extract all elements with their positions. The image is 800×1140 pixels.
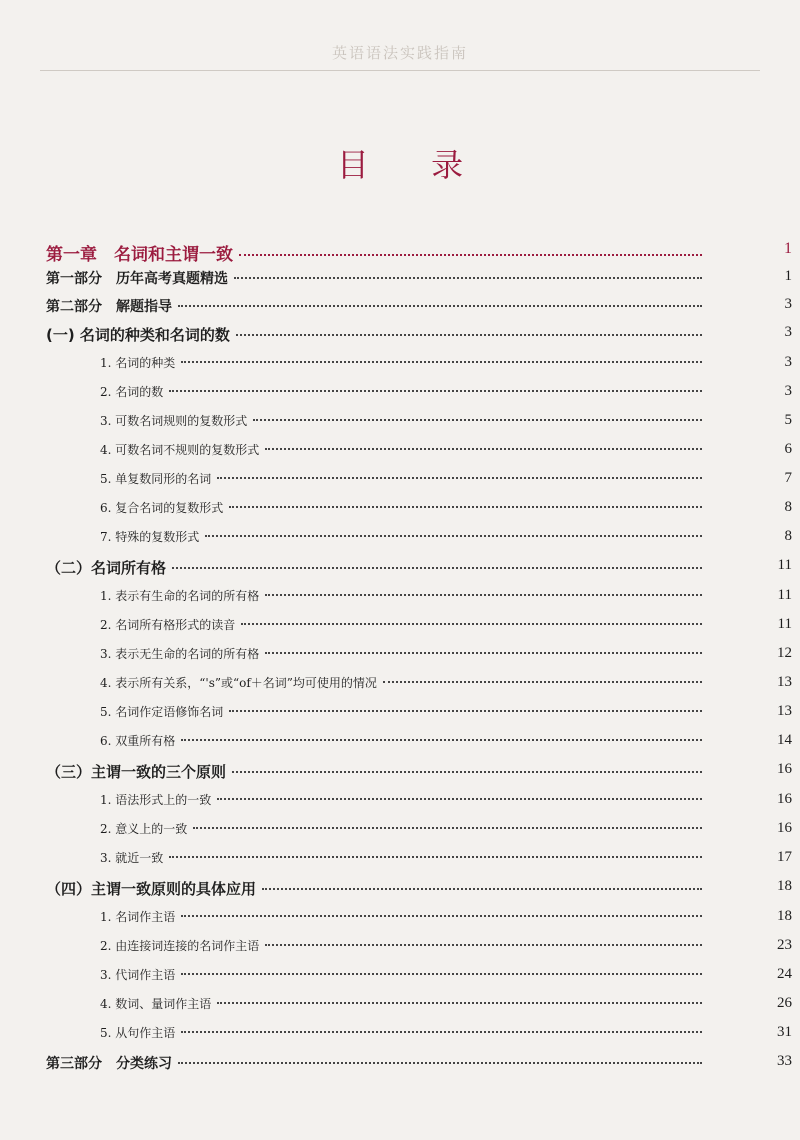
toc-part-label: 第一部分 历年高考真题精选 [46,271,228,287]
leader-dots [169,388,702,392]
toc-item-label: 7. 特殊的复数形式 [100,530,200,544]
toc-item[interactable] [46,1024,792,1053]
toc-item-label: 1. 名词作主语 [100,910,176,924]
toc-page-number: 11 [777,587,792,603]
toc-item-label: 2. 名词的数 [100,385,164,399]
toc-item[interactable] [46,820,792,849]
page-title: 目 录 [336,146,490,184]
toc-page-number: 16 [777,761,792,777]
toc-page-number: 13 [777,703,792,719]
toc-item[interactable] [46,587,792,616]
toc-page-number: 31 [777,1024,792,1040]
toc-item[interactable] [46,528,792,557]
leader-dots [229,708,702,712]
table-of-contents [46,240,792,1081]
leader-dots [229,504,702,508]
toc-item-label: 1. 名词的种类 [100,356,176,370]
toc-item[interactable] [46,441,792,470]
toc-item-label: 5. 单复数同形的名词 [100,472,212,486]
toc-item-label: 5. 名词作定语修饰名词 [100,705,224,719]
toc-section-1[interactable] [46,324,792,354]
toc-item[interactable] [46,937,792,966]
leader-dots [181,1029,702,1033]
toc-item-label: 2. 由连接词连接的名词作主语 [100,939,260,953]
toc-page-number: 26 [777,995,792,1011]
toc-page-number: 7 [784,470,792,486]
leader-dots [178,303,702,307]
toc-page-number: 11 [777,616,792,632]
toc-part-label: 第三部分 分类练习 [46,1056,172,1072]
toc-item[interactable] [46,674,792,703]
toc-page-number: 14 [777,732,792,748]
toc-item-label: 4. 可数名词不规则的复数形式 [100,443,260,457]
toc-item[interactable] [46,354,792,383]
toc-page-number: 11 [777,557,792,573]
toc-item[interactable] [46,966,792,995]
toc-item[interactable] [46,791,792,820]
leader-dots [181,737,702,741]
leader-dots [217,1000,702,1004]
toc-part-2[interactable] [46,296,792,324]
toc-item[interactable] [46,412,792,441]
toc-item[interactable] [46,645,792,674]
toc-item-label: 2. 名词所有格形式的读音 [100,618,236,632]
toc-section-label: （二）名词所有格 [46,559,167,577]
toc-page-number: 12 [777,645,792,661]
toc-page-number: 5 [784,412,792,428]
toc-item-label: 5. 从句作主语 [100,1026,176,1040]
leader-dots [217,796,702,800]
toc-page-number: 33 [777,1053,792,1069]
leader-dots [205,533,702,537]
toc-section-2[interactable] [46,557,792,587]
toc-item-label: 3. 就近一致 [100,851,164,865]
toc-part-label: 第二部分 解题指导 [46,299,172,315]
leader-dots [383,679,702,683]
toc-section-label: （三）主谓一致的三个原则 [46,763,227,781]
toc-page-number: 17 [777,849,792,865]
toc-page-number: 13 [777,674,792,690]
leader-dots [232,769,702,773]
toc-item-label: 1. 表示有生命的名词的所有格 [100,589,260,603]
toc-item-label: 3. 代词作主语 [100,968,176,982]
leader-dots [181,971,702,975]
leader-dots [181,359,702,363]
toc-page-number: 18 [777,878,792,894]
toc-item[interactable] [46,703,792,732]
toc-page-number: 6 [784,441,792,457]
leader-dots [172,565,702,569]
toc-page-number: 3 [784,354,792,370]
toc-section-label: （四）主谓一致原则的具体应用 [46,880,257,898]
toc-item[interactable] [46,995,792,1024]
toc-item[interactable] [46,849,792,878]
toc-section-4[interactable] [46,878,792,908]
running-header [40,30,760,71]
toc-part-1[interactable] [46,268,792,296]
leader-dots [262,886,702,890]
toc-part-3[interactable] [46,1053,792,1081]
toc-item-label: 1. 语法形式上的一致 [100,793,212,807]
toc-page-number: 16 [777,820,792,836]
toc-page-number: 8 [784,528,792,544]
running-header-title: 英语语法实践指南 [331,44,468,62]
toc-chapter-1[interactable] [46,240,792,268]
toc-page-number: 3 [784,324,792,340]
leader-dots [181,913,702,917]
toc-item-label: 6. 复合名词的复数形式 [100,501,224,515]
leader-dots [178,1060,702,1064]
leader-dots [241,621,702,625]
toc-item[interactable] [46,383,792,412]
toc-item-label: 3. 可数名词规则的复数形式 [100,414,248,428]
toc-page-number: 8 [784,499,792,515]
toc-page-number: 24 [777,966,792,982]
leader-dots [217,475,702,479]
leader-dots [236,332,702,336]
toc-page-number: 3 [784,383,792,399]
toc-chapter-label: 第一章 名词和主谓一致 [46,245,233,265]
toc-page-number: 18 [777,908,792,924]
toc-page-number: 23 [777,937,792,953]
toc-page-number: 1 [784,268,792,284]
leader-dots [234,275,702,279]
toc-page-number: 16 [777,791,792,807]
toc-item-label: 2. 意义上的一致 [100,822,188,836]
leader-dots [265,592,702,596]
leader-dots [265,650,702,654]
toc-section-3[interactable] [46,761,792,791]
toc-item-label: 3. 表示无生命的名词的所有格 [100,647,260,661]
toc-item-label: 6. 双重所有格 [100,734,176,748]
toc-item-label: 4. 表示所有关系，“'s”或“of＋名词”均可使用的情况 [100,676,377,690]
leader-dots [169,854,702,858]
leader-dots [193,825,702,829]
leader-dots [265,942,702,946]
leader-dots [265,446,702,450]
leader-dots [253,417,702,421]
toc-item[interactable] [46,470,792,499]
toc-item-label: 4. 数词、量词作主语 [100,997,212,1011]
toc-page-number: 1 [784,240,792,257]
toc-section-label: (一) 名词的种类和名词的数 [46,326,230,344]
leader-dots [239,252,702,256]
toc-page-number: 3 [784,296,792,312]
toc-item[interactable] [46,732,792,761]
toc-item[interactable] [46,616,792,645]
toc-item[interactable] [46,499,792,528]
toc-item[interactable] [46,908,792,937]
